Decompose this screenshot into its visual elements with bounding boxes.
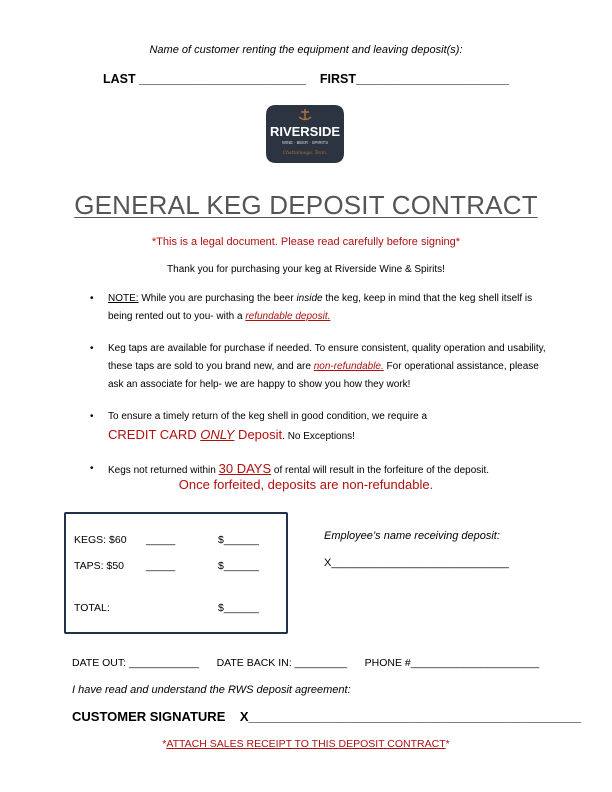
list-text: To ensure a timely return of the keg shell in good condition, we require a bbox=[108, 411, 428, 422]
signature-field[interactable]: X______________________________________________ bbox=[239, 709, 582, 724]
list-text: the keg, keep in mind that the keg shell itself is being rented out to you- with a bbox=[108, 293, 533, 322]
list-text: of rental will result in the forfeiture of the deposit. bbox=[271, 465, 490, 476]
logo-tagline: WINE · BEER · SPIRITS bbox=[281, 140, 329, 145]
date-out-field[interactable]: DATE OUT: ____________ bbox=[72, 657, 200, 669]
receipt-notice bbox=[0, 738, 612, 750]
note-label: NOTE: bbox=[108, 293, 139, 304]
first-name-line[interactable]: ______________________ bbox=[356, 72, 509, 86]
taps-label: TAPS: $50 bbox=[74, 560, 124, 572]
thirty-days-text: 30 DAYS bbox=[218, 461, 272, 476]
signature-row bbox=[72, 709, 581, 724]
list-text: . No Exceptions! bbox=[282, 431, 355, 442]
receipt-text: ATTACH SALES RECEIPT TO THIS DEPOSIT CONTRACT bbox=[166, 738, 446, 750]
list-emphasis: inside bbox=[296, 293, 323, 304]
kegs-label: KEGS: $60 bbox=[74, 534, 127, 546]
riverside-logo bbox=[264, 103, 346, 165]
terms-list bbox=[90, 290, 550, 494]
list-text: For operational assistance, please ask an associate for help- we are happy to show you how they work! bbox=[108, 361, 539, 390]
employee-label: Employee’s name receiving deposit: bbox=[324, 530, 500, 542]
employee-name-field[interactable]: X_____________________________ bbox=[324, 557, 509, 569]
thank-you-text: Thank you for purchasing your keg at Riverside Wine & Spirits! bbox=[167, 264, 445, 275]
deposit-text: Deposit bbox=[234, 427, 283, 442]
total-label: TOTAL: bbox=[74, 602, 110, 614]
total-amount-field[interactable]: $______ bbox=[218, 602, 259, 614]
intro-text: Name of customer renting the equipment and leaving deposit(s): bbox=[149, 44, 463, 56]
logo-brand-text: RIVERSIDE bbox=[269, 124, 341, 139]
signature-label: CUSTOMER SIGNATURE bbox=[72, 709, 226, 724]
page-title: GENERAL KEG DEPOSIT CONTRACT bbox=[74, 190, 538, 220]
receipt-star-end: * bbox=[445, 738, 450, 750]
only-text: ONLY bbox=[200, 427, 235, 442]
deposit-box bbox=[64, 512, 288, 634]
phone-field[interactable]: PHONE #______________________ bbox=[364, 657, 540, 669]
last-name-line[interactable]: ________________________ bbox=[139, 72, 306, 86]
taps-qty-field[interactable]: _____ bbox=[146, 560, 176, 572]
non-refundable-text: non-refundable. bbox=[313, 361, 384, 372]
logo-script: Chattanooga, Tenn. bbox=[282, 151, 328, 156]
list-text: While you are purchasing the beer bbox=[138, 293, 297, 304]
list-text: Keg taps are available for purchase if needed. To ensure consistent, quality operation and usability, these taps are sold to you brand new, and are bbox=[108, 343, 546, 372]
list-text: Kegs not returned within bbox=[108, 465, 219, 476]
agreement-text: I have read and understand the RWS deposit agreement: bbox=[72, 684, 351, 696]
list-item bbox=[90, 340, 550, 394]
date-back-field[interactable]: DATE BACK IN: _________ bbox=[216, 657, 348, 669]
customer-name-row bbox=[0, 72, 612, 86]
last-label: LAST bbox=[103, 72, 136, 86]
list-item bbox=[90, 408, 550, 446]
refundable-deposit-text: refundable deposit. bbox=[245, 311, 331, 322]
receipt-star: * bbox=[162, 738, 167, 750]
first-label: FIRST bbox=[319, 72, 357, 86]
kegs-qty-field[interactable]: _____ bbox=[146, 534, 176, 546]
dates-row bbox=[72, 657, 539, 669]
list-item bbox=[90, 290, 550, 326]
taps-amount-field[interactable]: $______ bbox=[218, 560, 259, 572]
forfeit-notice: Once forfeited, deposits are non-refundable. bbox=[178, 477, 434, 492]
kegs-amount-field[interactable]: $______ bbox=[218, 534, 259, 546]
legal-notice: *This is a legal document. Please read carefully before signing* bbox=[151, 236, 461, 248]
credit-card-text: CREDIT CARD bbox=[108, 427, 201, 442]
